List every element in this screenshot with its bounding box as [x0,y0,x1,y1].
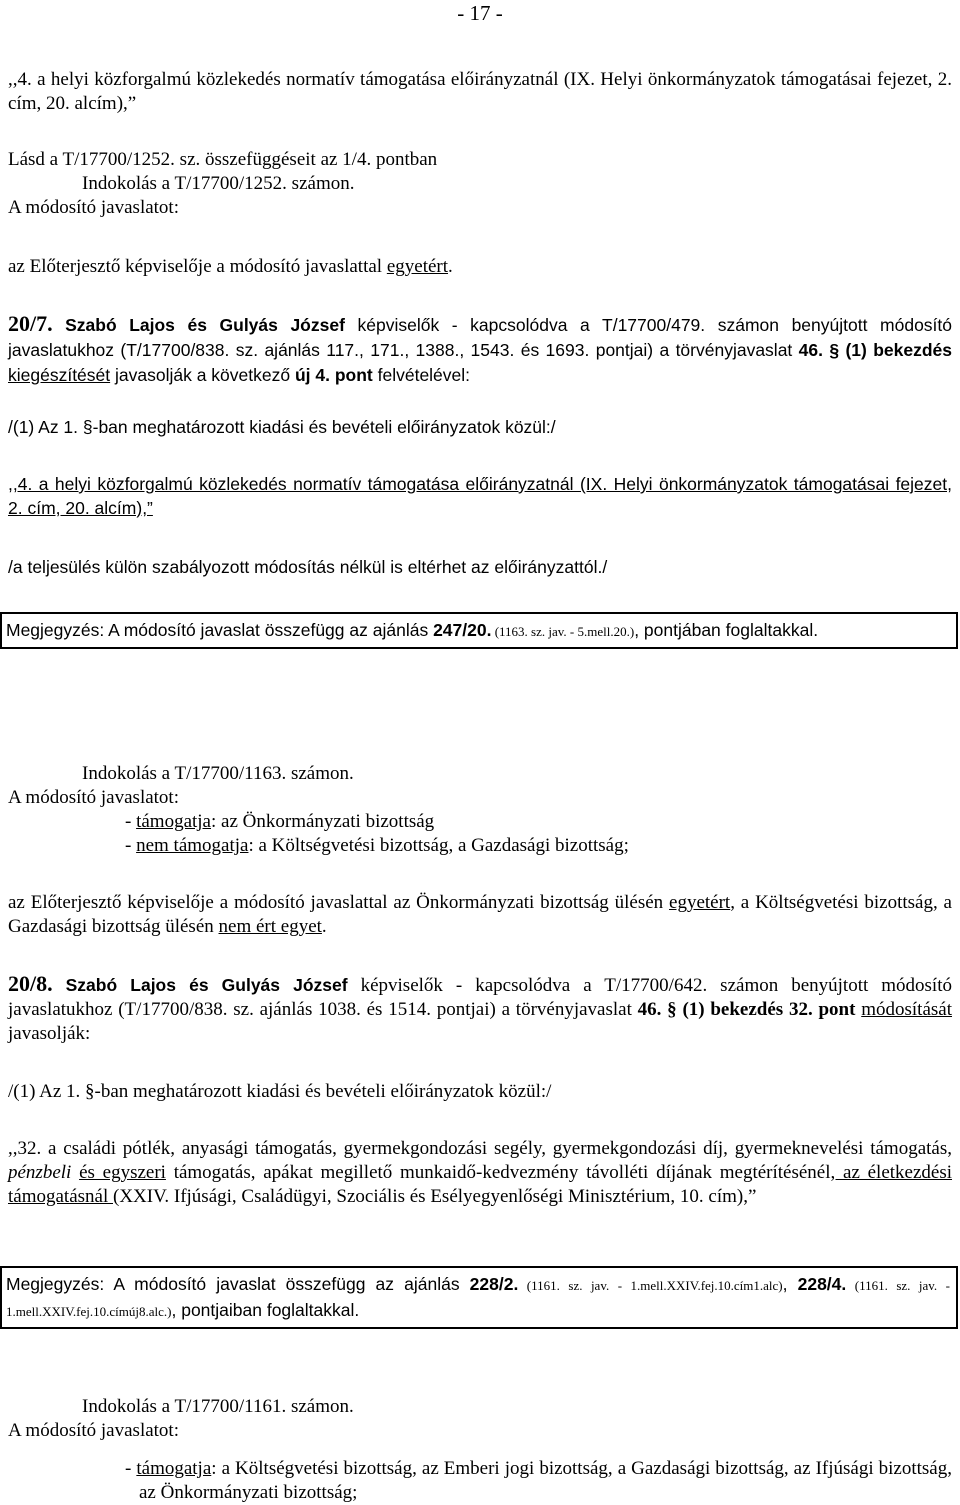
reference-line: Lásd a T/17700/1252. sz. összefüggéseit az 1/4. pontban [8,149,438,170]
paragraph-quote-4 [8,68,952,116]
section-heading-line: /(1) Az 1. §-ban meghatározott kiadási és bevételi előirányzatok közül:/ [8,1081,552,1102]
justification-line: Indokolás a T/17700/1163. számon. [82,763,354,784]
list-item-supports: - támogatja: az Önkormányzati bizottság [125,811,435,832]
justification-line: Indokolás a T/17700/1161. számon. [82,1396,354,1417]
justification-block-1161 [8,1395,952,1505]
presenter-opinion: az Előterjesztő képviselője a módosító javaslattal egyetért. [8,256,453,277]
deviation-note: /a teljesülés külön szabályozott módosítás nélkül is eltérhet az előirányzattól./ [8,557,608,577]
amendment-number: 20/7. [8,311,53,336]
list-item-not-supports: - nem támogatja: a Költségvetési bizottság, a Gazdasági bizottság; [125,835,629,856]
amendment-20-7: 20/7. Szabó Lajos és Gulyás József képviselők - kapcsolódva a T/17700/479. számon benyújtott módosító javaslatukhoz (T/17700/838. sz. ajánlás 117., 171., 1388., 1543. és 1693. pontjai) a törvényjavaslat 46. § (1) bekezdés kiegészítését javasolják a következő új 4. pont felvételével: [8,311,953,385]
page-number: - 17 - [457,1,503,25]
quote-text: ,,4. a helyi közforgalmú közlekedés normatív támogatása előirányzatnál (IX. Helyi önkormányzatok támogatásai fejezet, 2. cím, 20. alcím),” [8,69,952,114]
proposal-label: A módosító javaslatot: [8,787,179,808]
paragraph-quote-4-underlined: ,,4. a helyi közforgalmú közlekedés normatív támogatása előirányzatnál (IX. Helyi önkormányzatok támogatásai fejezet, 2. cím, 20. alcím),” [8,474,952,518]
amendment-number: 20/8. [8,971,53,996]
section-heading-line: /(1) Az 1. §-ban meghatározott kiadási és bevételi előirányzatok közül:/ [8,417,556,437]
presenter-opinion: az Előterjesztő képviselője a módosító javaslattal az Önkormányzati bizottság ülésén egyetért, a Költségvetési bizottság, a Gazdasági bizottság ülésén nem ért egyet. [8,892,952,937]
justification-block-1163 [8,762,952,858]
note-box-247-20: Megjegyzés: A módosító javaslat összefügg az ajánlás 247/20. (1163. sz. jav. - 5.mell.20.), pontjában foglaltakkal. [0,612,958,649]
note-box-228: Megjegyzés: A módosító javaslat összefügg az ajánlás 228/2. (1161. sz. jav. - 1.mell.XXIV.fej.10.cím1.alc), 228/4. (1161. sz. jav. - 1.mell.XXIV.fej.10.címúj8.alc.), pontjaiban foglaltakkal. [0,1266,958,1329]
justification-line: Indokolás a T/17700/1252. számon. [82,173,355,194]
list-item-supports: - támogatja: a Költségvetési bizottság, az Emberi jogi bizottság, a Gazdasági bizottság, az Ifjúsági bizottság, az Önkormányzati bizottság; [125,1458,952,1503]
proposal-label: A módosító javaslatot: [8,197,179,218]
reference-block [8,148,952,220]
agree-text: egyetért [386,256,449,277]
amendment-authors: Szabó Lajos és Gulyás József [65,975,348,995]
amendment-20-8: 20/8. Szabó Lajos és Gulyás József képviselők - kapcsolódva a T/17700/642. számon benyújtott módosító javaslatukhoz (T/17700/838. sz. ajánlás 1038. és 1514. pontjai) a törvényjavaslat 46. § (1) bekezdés 32. pont módosítását javasolják: [8,971,953,1044]
amendment-authors: Szabó Lajos és Gulyás József [65,315,345,335]
paragraph-quote-32: ,,32. a családi pótlék, anyasági támogatás, gyermekgondozási segély, gyermekgondozási díj, gyermeknevelési támogatás, pénzbeli és egyszeri támogatás, apákat megillető munkaidő-kedvezmény távolléti díjának megtérítésénél, az életkezdési támogatásnál (XXIV. Ifjúsági, Családügyi, Szociális és Esélyegyenlőségi Minisztérium, 10. cím),” [8,1138,953,1207]
proposal-label: A módosító javaslatot: [8,1420,179,1441]
